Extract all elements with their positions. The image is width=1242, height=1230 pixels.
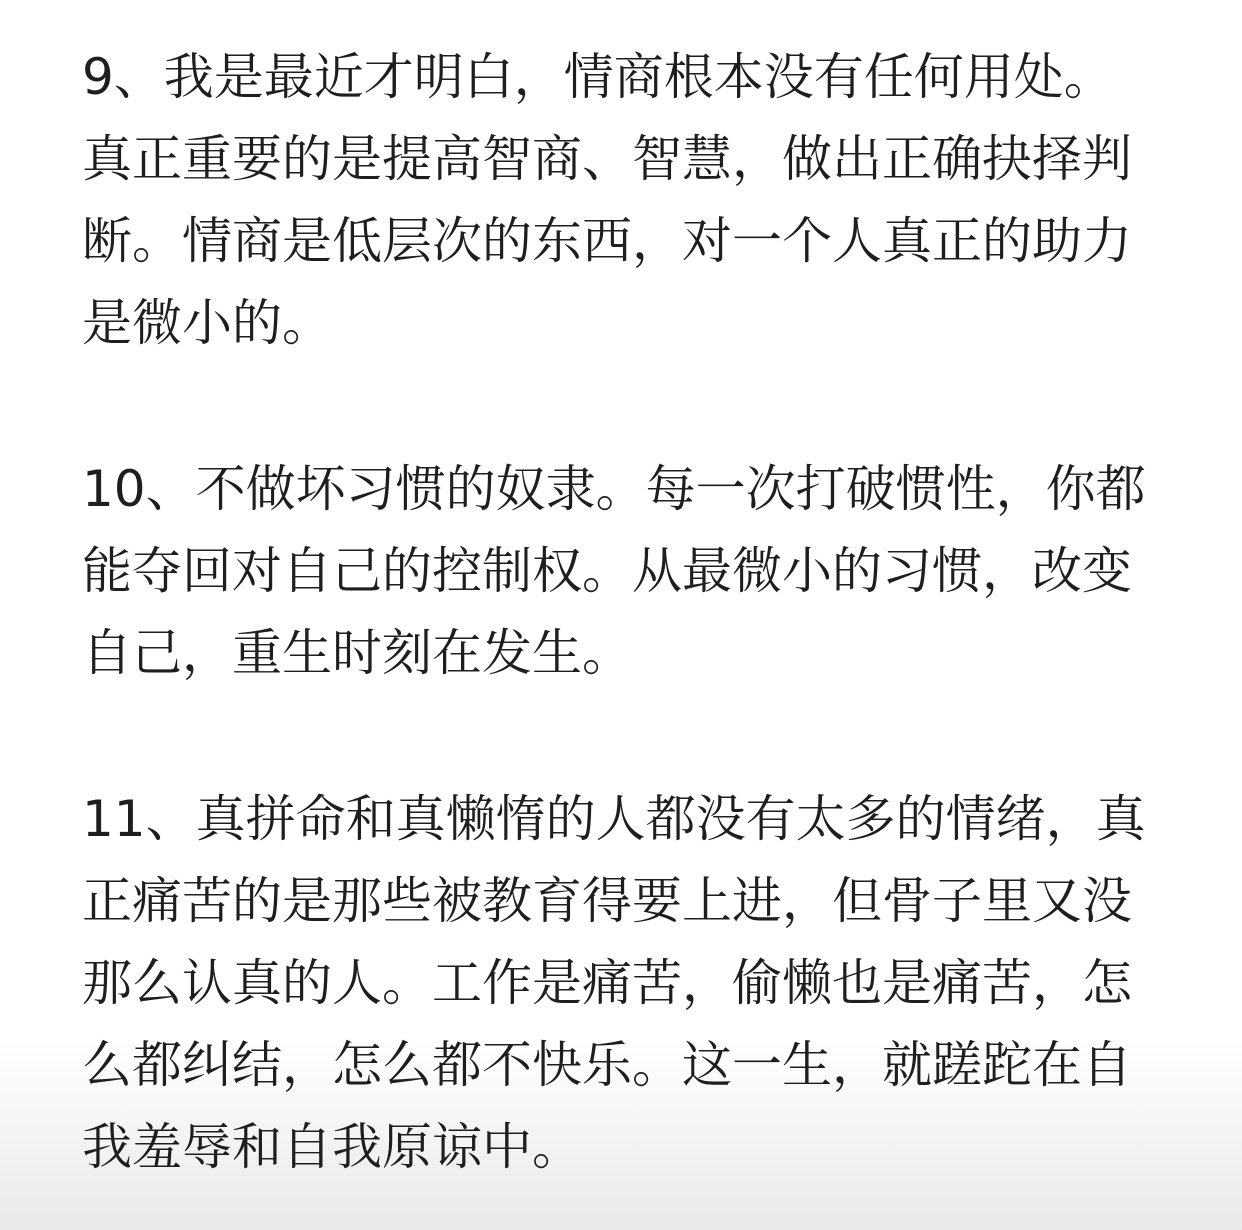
paragraph-11: 11、真拼命和真懒惰的人都没有太多的情绪，真正痛苦的是那些被教育得要上进，但骨子里又没那么认真的人。工作是痛苦，偷懒也是痛苦，怎么都纠结，怎么都不快乐。这一生，就蹉跎在自我羞辱和自我原谅中。: [82, 790, 1146, 1176]
article-body: [82, 36, 1162, 1188]
paragraph-9: 9、我是最近才明白，情商根本没有任何用处。真正重要的是提高智商、智慧，做出正确抉择判断。情商是低层次的东西，对一个人真正的助力是微小的。: [82, 48, 1132, 352]
paragraph-10: 10、不做坏习惯的奴隶。每一次打破惯性，你都能夺回对自己的控制权。从最微小的习惯，改变自己，重生时刻在发生。: [82, 460, 1146, 682]
